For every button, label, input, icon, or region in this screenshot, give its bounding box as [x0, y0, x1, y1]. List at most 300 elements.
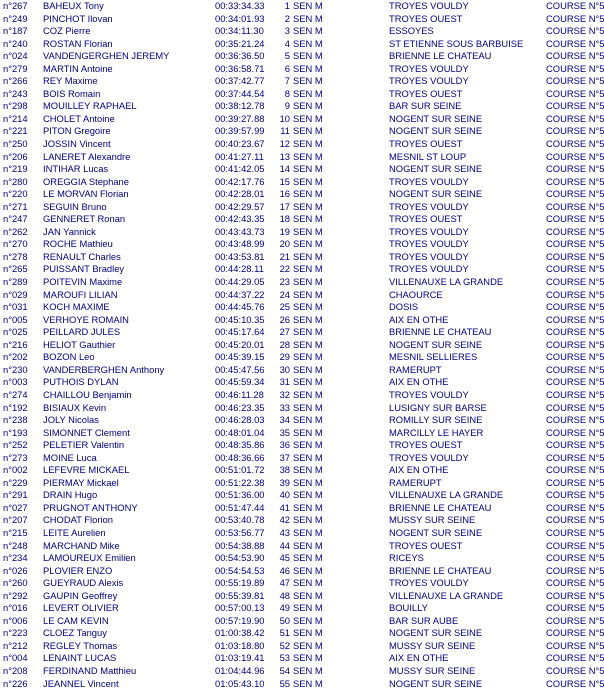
category: SEN M — [293, 0, 323, 11]
rank: 16 — [279, 188, 290, 200]
result-row — [0, 452, 604, 465]
runner-name: RENAULT Charles — [43, 250, 121, 262]
result-row — [0, 88, 604, 101]
finish-time: 00:54:53.90 — [215, 552, 265, 564]
result-row — [0, 414, 604, 427]
club: VILLENAUXE LA GRANDE — [389, 589, 504, 601]
runner-name: MOUILLEY RAPHAEL — [43, 100, 137, 112]
rank: 6 — [284, 62, 290, 74]
rank: 43 — [279, 526, 290, 538]
category: SEN M — [293, 514, 323, 526]
race-name: COURSE N°5 — [546, 602, 604, 614]
race-name: COURSE N°5 — [546, 25, 604, 37]
bib-number: n°260 — [3, 577, 28, 589]
rank: 20 — [279, 238, 290, 250]
bib-number: n°027 — [3, 501, 28, 513]
bib-number: n°223 — [3, 627, 28, 639]
runner-name: POITEVIN Maxime — [43, 276, 123, 288]
bib-number: n°262 — [3, 225, 28, 237]
race-name: COURSE N°5 — [546, 552, 604, 564]
club: NOGENT SUR SEINE — [389, 526, 483, 538]
runner-name: LEFEVRE MICKAEL — [43, 464, 130, 476]
race-name: COURSE N°5 — [546, 338, 604, 350]
bib-number: n°247 — [3, 213, 28, 225]
club: NOGENT SUR SEINE — [389, 188, 483, 200]
race-name: COURSE N°5 — [546, 639, 604, 651]
race-name: COURSE N°5 — [546, 426, 604, 438]
bib-number: n°005 — [3, 313, 28, 325]
race-name: COURSE N°5 — [546, 0, 604, 11]
race-name: COURSE N°5 — [546, 313, 604, 325]
club: ST ETIENNE SOUS BARBUISE — [389, 37, 524, 49]
rank: 32 — [279, 388, 290, 400]
category: SEN M — [293, 150, 323, 162]
club: CHAOURCE — [389, 288, 443, 300]
bib-number: n°274 — [3, 388, 28, 400]
runner-name: VERHOYE ROMAIN — [43, 313, 129, 325]
bib-number: n°207 — [3, 514, 28, 526]
runner-name: VANDENGERGHEN JEREMY — [43, 50, 170, 62]
runner-name: LEVERT OLIVIER — [43, 602, 119, 614]
result-row — [0, 439, 604, 452]
bib-number: n°215 — [3, 526, 28, 538]
finish-time: 00:46:11.28 — [215, 388, 264, 400]
result-row — [0, 678, 604, 690]
runner-name: SEGUIN Bruno — [43, 200, 107, 212]
club: BOUILLY — [389, 602, 428, 614]
rank: 46 — [279, 564, 290, 576]
race-name: COURSE N°5 — [546, 37, 604, 49]
result-row — [0, 602, 604, 615]
result-row — [0, 25, 604, 38]
finish-time: 00:34:01.93 — [215, 12, 265, 24]
runner-name: CHAILLOU Benjamin — [43, 388, 132, 400]
result-row — [0, 251, 604, 264]
result-row — [0, 527, 604, 540]
bib-number: n°266 — [3, 75, 28, 87]
finish-time: 00:42:29.57 — [215, 200, 265, 212]
result-row — [0, 364, 604, 377]
club: TROYES OUEST — [389, 539, 463, 551]
club: TROYES OUEST — [389, 138, 463, 150]
rank: 26 — [279, 313, 290, 325]
bib-number: n°240 — [3, 37, 28, 49]
race-name: COURSE N°5 — [546, 200, 604, 212]
category: SEN M — [293, 677, 323, 689]
finish-time: 00:33:34.33 — [215, 0, 265, 11]
result-row — [0, 552, 604, 565]
result-row — [0, 63, 604, 76]
runner-name: MOINE Luca — [43, 451, 97, 463]
category: SEN M — [293, 376, 323, 388]
category: SEN M — [293, 100, 323, 112]
result-row — [0, 540, 604, 553]
category: SEN M — [293, 313, 323, 325]
category: SEN M — [293, 200, 323, 212]
bib-number: n°202 — [3, 351, 28, 363]
bib-number: n°206 — [3, 150, 28, 162]
finish-time: 00:51:22.38 — [215, 476, 265, 488]
race-name: COURSE N°5 — [546, 188, 604, 200]
finish-time: 00:42:17.76 — [215, 175, 265, 187]
club: TROYES VOULDY — [389, 0, 469, 11]
runner-name: PITON Gregoire — [43, 125, 111, 137]
result-row — [0, 226, 604, 239]
category: SEN M — [293, 37, 323, 49]
finish-time: 00:51:36.00 — [215, 489, 265, 501]
club: DOSIS — [389, 301, 419, 313]
finish-time: 00:39:27.88 — [215, 112, 265, 124]
race-name: COURSE N°5 — [546, 301, 604, 313]
result-row — [0, 100, 604, 113]
club: TROYES OUEST — [389, 439, 463, 451]
finish-time: 00:41:42.05 — [215, 163, 265, 175]
runner-name: GUEYRAUD Alexis — [43, 577, 124, 589]
race-name: COURSE N°5 — [546, 75, 604, 87]
race-name: COURSE N°5 — [546, 150, 604, 162]
runner-name: INTIHAR Lucas — [43, 163, 109, 175]
rank: 39 — [279, 476, 290, 488]
result-row — [0, 38, 604, 51]
bib-number: n°248 — [3, 539, 28, 551]
runner-name: ROSTAN Florian — [43, 37, 113, 49]
runner-name: LENAINT LUCAS — [43, 652, 117, 664]
finish-time: 00:37:42.77 — [215, 75, 265, 87]
category: SEN M — [293, 62, 323, 74]
category: SEN M — [293, 439, 323, 451]
category: SEN M — [293, 175, 323, 187]
category: SEN M — [293, 301, 323, 313]
runner-name: FERDINAND Matthieu — [43, 664, 137, 676]
club: ESSOYES — [389, 25, 434, 37]
bib-number: n°002 — [3, 464, 28, 476]
category: SEN M — [293, 12, 323, 24]
result-row — [0, 213, 604, 226]
result-row — [0, 376, 604, 389]
club: TROYES VOULDY — [389, 577, 469, 589]
rank: 54 — [279, 664, 290, 676]
runner-name: COZ Pierre — [43, 25, 91, 37]
finish-time: 00:45:17.64 — [215, 326, 265, 338]
rank: 35 — [279, 426, 290, 438]
bib-number: n°221 — [3, 125, 28, 137]
bib-number: n°249 — [3, 12, 28, 24]
category: SEN M — [293, 338, 323, 350]
rank: 44 — [279, 539, 290, 551]
rank: 31 — [279, 376, 290, 388]
result-row — [0, 151, 604, 164]
finish-time: 00:35:21.24 — [215, 37, 265, 49]
category: SEN M — [293, 639, 323, 651]
club: MARCILLY LE HAYER — [389, 426, 484, 438]
runner-name: PEILLARD JULES — [43, 326, 121, 338]
result-row — [0, 402, 604, 415]
category: SEN M — [293, 501, 323, 513]
bib-number: n°004 — [3, 652, 28, 664]
category: SEN M — [293, 564, 323, 576]
result-row — [0, 276, 604, 289]
club: NOGENT SUR SEINE — [389, 627, 483, 639]
race-name: COURSE N°5 — [546, 100, 604, 112]
club: RAMERUPT — [389, 476, 442, 488]
runner-name: PELETIER Valentin — [43, 439, 125, 451]
rank: 15 — [279, 175, 290, 187]
club: BRIENNE LE CHATEAU — [389, 50, 492, 62]
category: SEN M — [293, 602, 323, 614]
rank: 7 — [284, 75, 290, 87]
race-name: COURSE N°5 — [546, 514, 604, 526]
finish-time: 01:00:38.42 — [215, 627, 265, 639]
runner-name: CLOEZ Tanguy — [43, 627, 107, 639]
result-row — [0, 125, 604, 138]
runner-name: JOSSIN Vincent — [43, 138, 111, 150]
runner-name: LANERET Alexandre — [43, 150, 131, 162]
club: NOGENT SUR SEINE — [389, 338, 483, 350]
rank: 19 — [279, 225, 290, 237]
finish-time: 00:43:43.73 — [215, 225, 265, 237]
category: SEN M — [293, 112, 323, 124]
finish-time: 00:44:45.76 — [215, 301, 265, 313]
bib-number: n°024 — [3, 50, 28, 62]
club: NOGENT SUR SEINE — [389, 112, 483, 124]
finish-time: 00:37:44.54 — [215, 87, 265, 99]
bib-number: n°214 — [3, 112, 28, 124]
race-name: COURSE N°5 — [546, 464, 604, 476]
club: MUSSY SUR SEINE — [389, 514, 476, 526]
category: SEN M — [293, 87, 323, 99]
club: NOGENT SUR SEINE — [389, 163, 483, 175]
finish-time: 00:42:43.35 — [215, 213, 265, 225]
runner-name: BOZON Leo — [43, 351, 95, 363]
rank: 37 — [279, 451, 290, 463]
club: BRIENNE LE CHATEAU — [389, 326, 492, 338]
category: SEN M — [293, 664, 323, 676]
result-row — [0, 565, 604, 578]
bib-number: n°292 — [3, 589, 28, 601]
runner-name: PUISSANT Bradley — [43, 263, 125, 275]
result-row — [0, 289, 604, 302]
result-row — [0, 188, 604, 201]
bib-number: n°278 — [3, 250, 28, 262]
runner-name: SIMONNET Clement — [43, 426, 130, 438]
club: MESNIL SELLIERES — [389, 351, 478, 363]
club: RICEYS — [389, 552, 424, 564]
race-name: COURSE N°5 — [546, 87, 604, 99]
rank: 47 — [279, 577, 290, 589]
runner-name: CHOLET Antoine — [43, 112, 115, 124]
rank: 28 — [279, 338, 290, 350]
club: TROYES VOULDY — [389, 175, 469, 187]
race-name: COURSE N°5 — [546, 414, 604, 426]
runner-name: LEITE Aurelien — [43, 526, 106, 538]
bib-number: n°238 — [3, 414, 28, 426]
club: AIX EN OTHE — [389, 376, 449, 388]
category: SEN M — [293, 614, 323, 626]
category: SEN M — [293, 276, 323, 288]
rank: 12 — [279, 138, 290, 150]
runner-name: BOIS Romain — [43, 87, 101, 99]
race-name: COURSE N°5 — [546, 12, 604, 24]
result-row — [0, 464, 604, 477]
finish-time: 01:03:19.41 — [215, 652, 265, 664]
result-row — [0, 176, 604, 189]
race-name: COURSE N°5 — [546, 175, 604, 187]
category: SEN M — [293, 125, 323, 137]
rank: 25 — [279, 301, 290, 313]
race-name: COURSE N°5 — [546, 288, 604, 300]
race-name: COURSE N°5 — [546, 238, 604, 250]
category: SEN M — [293, 238, 323, 250]
club: AIX EN OTHE — [389, 652, 449, 664]
category: SEN M — [293, 363, 323, 375]
result-row — [0, 627, 604, 640]
bib-number: n°016 — [3, 602, 28, 614]
finish-time: 00:43:48.99 — [215, 238, 265, 250]
bib-number: n°250 — [3, 138, 28, 150]
category: SEN M — [293, 388, 323, 400]
club: MESNIL ST LOUP — [389, 150, 467, 162]
result-row — [0, 351, 604, 364]
race-name: COURSE N°5 — [546, 50, 604, 62]
runner-name: HELIOT Gauthier — [43, 338, 116, 350]
race-name: COURSE N°5 — [546, 401, 604, 413]
bib-number: n°212 — [3, 639, 28, 651]
race-name: COURSE N°5 — [546, 564, 604, 576]
race-name: COURSE N°5 — [546, 376, 604, 388]
finish-time: 00:54:54.53 — [215, 564, 265, 576]
finish-time: 00:34:11.30 — [215, 25, 264, 37]
race-name: COURSE N°5 — [546, 225, 604, 237]
runner-name: DRAIN Hugo — [43, 489, 98, 501]
result-row — [0, 163, 604, 176]
runner-name: MARTIN Antoine — [43, 62, 113, 74]
race-name: COURSE N°5 — [546, 263, 604, 275]
finish-time: 00:51:47.44 — [215, 501, 265, 513]
race-name: COURSE N°5 — [546, 388, 604, 400]
finish-time: 00:45:59.34 — [215, 376, 265, 388]
runner-name: PIERMAY Mickael — [43, 476, 119, 488]
rank: 50 — [279, 614, 290, 626]
club: LUSIGNY SUR BARSE — [389, 401, 487, 413]
category: SEN M — [293, 326, 323, 338]
race-name: COURSE N°5 — [546, 276, 604, 288]
rank: 18 — [279, 213, 290, 225]
bib-number: n°031 — [3, 301, 28, 313]
category: SEN M — [293, 526, 323, 538]
race-name: COURSE N°5 — [546, 614, 604, 626]
club: ROMILLY SUR SEINE — [389, 414, 483, 426]
runner-name: VANDERBERGHEN Anthony — [43, 363, 165, 375]
rank: 2 — [284, 12, 290, 24]
bib-number: n°230 — [3, 363, 28, 375]
result-row — [0, 50, 604, 63]
club: VILLENAUXE LA GRANDE — [389, 489, 504, 501]
category: SEN M — [293, 489, 323, 501]
club: BRIENNE LE CHATEAU — [389, 564, 492, 576]
result-row — [0, 113, 604, 126]
club: TROYES OUEST — [389, 87, 463, 99]
rank: 38 — [279, 464, 290, 476]
bib-number: n°280 — [3, 175, 28, 187]
result-row — [0, 263, 604, 276]
category: SEN M — [293, 188, 323, 200]
category: SEN M — [293, 250, 323, 262]
runner-name: JAN Yannick — [43, 225, 96, 237]
race-name: COURSE N°5 — [546, 363, 604, 375]
finish-time: 00:41:27.11 — [215, 150, 264, 162]
result-row — [0, 652, 604, 665]
bib-number: n°006 — [3, 614, 28, 626]
rank: 33 — [279, 401, 290, 413]
club: NOGENT SUR SEINE — [389, 125, 483, 137]
result-row — [0, 301, 604, 314]
race-name: COURSE N°5 — [546, 351, 604, 363]
bib-number: n°025 — [3, 326, 28, 338]
rank: 55 — [279, 677, 290, 689]
bib-number: n°252 — [3, 439, 28, 451]
bib-number: n°192 — [3, 401, 28, 413]
finish-time: 00:42:28.01 — [215, 188, 265, 200]
category: SEN M — [293, 451, 323, 463]
rank: 30 — [279, 363, 290, 375]
runner-name: MAROUFI LILIAN — [43, 288, 118, 300]
result-row — [0, 489, 604, 502]
race-name: COURSE N°5 — [546, 539, 604, 551]
category: SEN M — [293, 627, 323, 639]
rank: 36 — [279, 439, 290, 451]
category: SEN M — [293, 539, 323, 551]
bib-number: n°298 — [3, 100, 28, 112]
runner-name: PRUGNOT ANTHONY — [43, 501, 138, 513]
category: SEN M — [293, 75, 323, 87]
rank: 27 — [279, 326, 290, 338]
race-name: COURSE N°5 — [546, 577, 604, 589]
rank: 24 — [279, 288, 290, 300]
result-row — [0, 615, 604, 628]
race-name: COURSE N°5 — [546, 627, 604, 639]
result-row — [0, 590, 604, 603]
category: SEN M — [293, 225, 323, 237]
result-row — [0, 665, 604, 678]
runner-name: GENNERET Ronan — [43, 213, 126, 225]
result-row — [0, 514, 604, 527]
result-row — [0, 238, 604, 251]
club: TROYES VOULDY — [389, 451, 469, 463]
runner-name: KOCH MAXIME — [43, 301, 110, 313]
result-row — [0, 577, 604, 590]
club: TROYES OUEST — [389, 12, 463, 24]
bib-number: n°219 — [3, 163, 28, 175]
race-name: COURSE N°5 — [546, 489, 604, 501]
result-row — [0, 326, 604, 339]
finish-time: 00:38:12.78 — [215, 100, 265, 112]
result-row — [0, 138, 604, 151]
bib-number: n°187 — [3, 25, 28, 37]
category: SEN M — [293, 552, 323, 564]
club: TROYES VOULDY — [389, 388, 469, 400]
finish-time: 00:48:01.04 — [215, 426, 265, 438]
club: MUSSY SUR SEINE — [389, 639, 476, 651]
runner-name: GAUPIN Geoffrey — [43, 589, 118, 601]
category: SEN M — [293, 652, 323, 664]
club: MUSSY SUR SEINE — [389, 664, 476, 676]
runner-name: REY Maxime — [43, 75, 98, 87]
club: BRIENNE LE CHATEAU — [389, 501, 492, 513]
result-row — [0, 389, 604, 402]
club: AIX EN OTHE — [389, 313, 449, 325]
runner-name: PINCHOT Ilovan — [43, 12, 113, 24]
finish-time: 00:36:58.71 — [215, 62, 265, 74]
